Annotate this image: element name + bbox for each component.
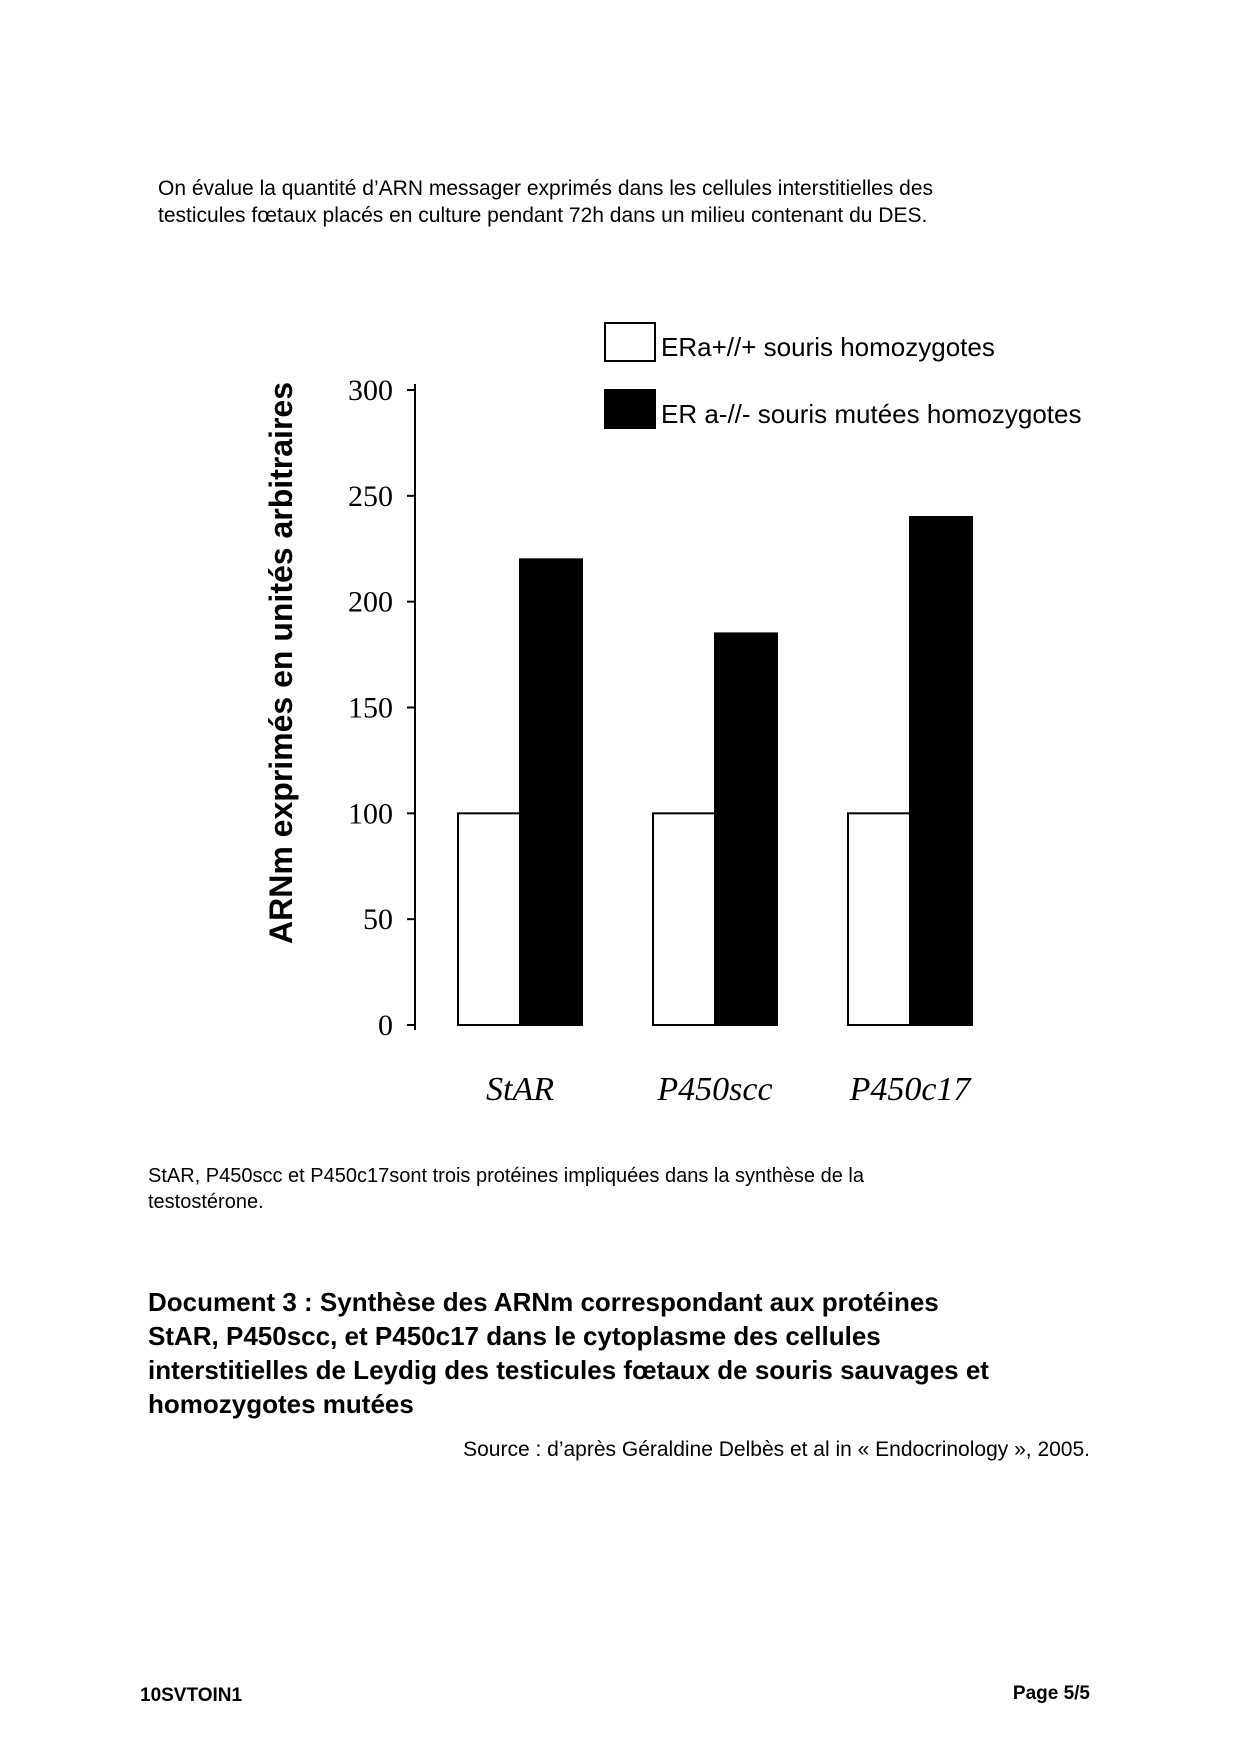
legend-label: ER a-//- souris mutées homozygotes (661, 399, 1082, 429)
chart-legend (605, 323, 1082, 429)
footer-page-number: Page 5/5 (1012, 1683, 1090, 1704)
bar-wildtype (848, 813, 910, 1025)
x-category-label: StAR (486, 1071, 554, 1108)
doc-title-line-4: homozygotes mutées (148, 1389, 414, 1419)
y-tick-label: 50 (363, 903, 393, 937)
bar-wildtype (653, 813, 715, 1025)
caption-line-1: StAR, P450scc et P450c17sont trois protéines impliquées dans la synthèse de la (148, 1165, 864, 1187)
intro-line-1: On évalue la quantité d’ARN messager exprimés dans les cellules interstitielles des (158, 177, 934, 200)
bar-mutant (910, 517, 972, 1025)
doc-title-line-1: Document 3 : Synthèse des ARNm correspondant aux protéines (148, 1287, 939, 1317)
y-tick-label: 150 (348, 691, 393, 725)
x-category-label: P450scc (657, 1071, 773, 1108)
intro-line-2: testicules fœtaux placés en culture pendant 72h dans un milieu contenant du DES. (158, 204, 928, 227)
chart-bars (458, 517, 972, 1108)
legend-label: ERa+//+ souris homozygotes (661, 332, 995, 362)
y-tick-label: 300 (348, 374, 393, 407)
y-tick-label: 200 (348, 585, 393, 619)
source-citation: Source : d’après Géraldine Delbès et al in « Endocrinology », 2005. (463, 1438, 1090, 1461)
y-tick-label: 0 (378, 1009, 393, 1042)
y-axis-title: ARNm exprimés en unités arbitraires (263, 382, 299, 944)
legend-swatch (605, 323, 655, 361)
footer-code: 10SVTOIN1 (140, 1685, 243, 1706)
document-title (148, 1285, 1108, 1421)
bar-chart (250, 300, 1082, 1130)
bar-mutant (520, 559, 582, 1025)
intro-paragraph (158, 175, 1098, 229)
figure-caption (148, 1163, 1088, 1215)
y-tick-label: 100 (348, 797, 393, 831)
caption-line-2: testostérone. (148, 1191, 264, 1213)
doc-title-line-2: StAR, P450scc, et P450c17 dans le cytoplasme des cellules (148, 1321, 881, 1351)
y-tick-label: 250 (348, 479, 393, 513)
legend-swatch (605, 390, 655, 428)
x-category-label: P450c17 (849, 1071, 971, 1108)
chart-axes (348, 374, 415, 1042)
bar-wildtype (458, 813, 520, 1025)
doc-title-line-3: interstitielles de Leydig des testicules fœtaux de souris sauvages et (148, 1355, 989, 1385)
bar-mutant (715, 633, 777, 1025)
